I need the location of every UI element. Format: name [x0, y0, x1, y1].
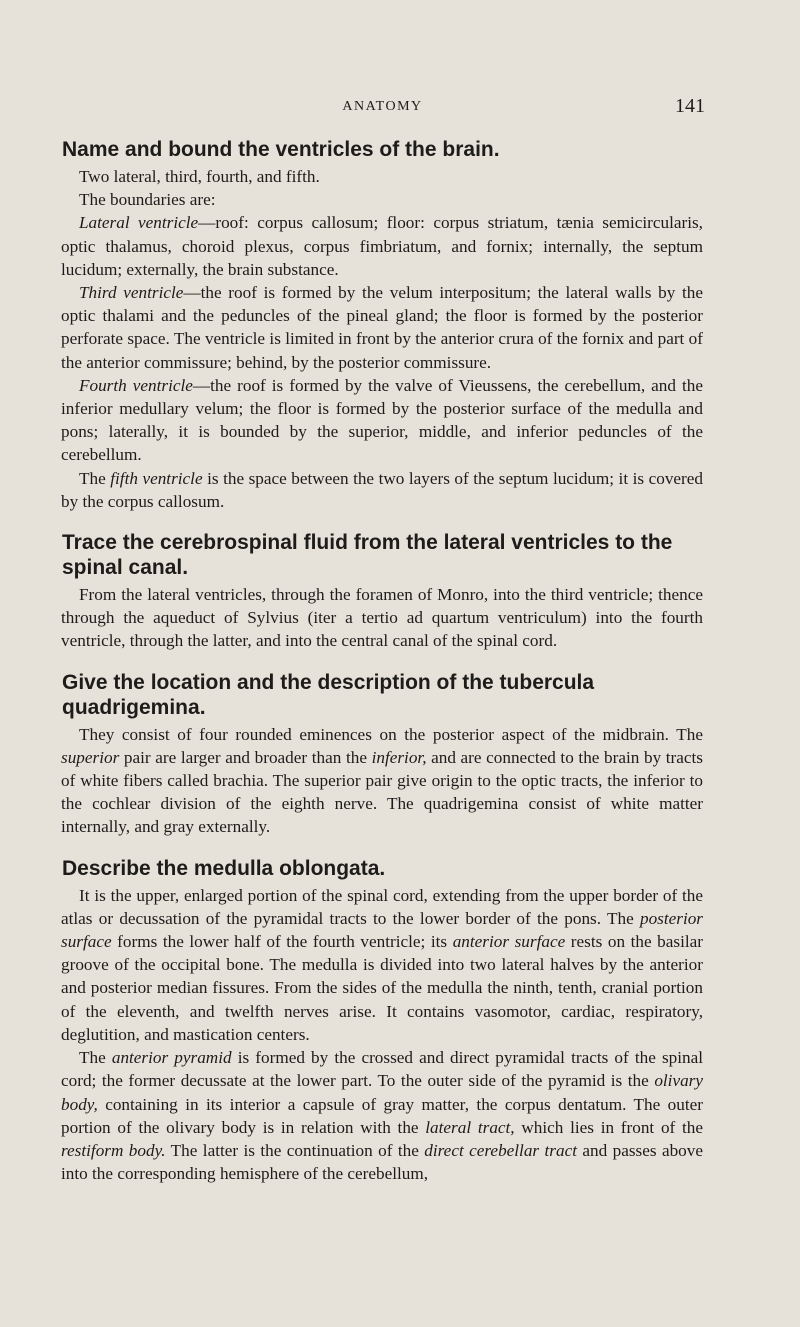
- question-heading: Give the location and the description of the tubercula quadrigemina.: [62, 670, 595, 719]
- italic-term: lateral tract,: [425, 1117, 515, 1137]
- italic-term: direct cerebellar tract: [424, 1140, 577, 1160]
- text-run: It is the upper, enlarged portion of the spinal cord, extending from the upper border of the atlas or decussation of the pyramidal tracts to the lower border of the pons. The: [61, 885, 703, 928]
- text-run: pair are larger and broader than the: [119, 747, 372, 767]
- italic-term: Fourth ventricle: [79, 375, 193, 395]
- italic-term: anterior pyramid: [111, 1048, 232, 1068]
- question-heading: Name and bound the ventricles of the brain.: [62, 138, 500, 161]
- answer-paragraph: [61, 374, 703, 467]
- text-run: The latter is the continuation of the: [165, 1140, 425, 1160]
- answer-paragraph: [61, 211, 703, 281]
- text-run: —the roof is formed by the valve of Vieussens, the cerebellum, and the inferior medullary velum; the floor is formed by the posterior surface of the medulla and pons; laterally, it is bounded by the superior, middle, and inferior peduncles of the cerebellum.: [61, 375, 703, 465]
- text-run: which lies in front of the: [514, 1117, 703, 1137]
- text-run: rests on the basilar groove of the occipital bone. The medulla is divided into two lateral halves by the anterior and posterior median fissures. From the sides of the medulla the ninth, tenth, cranial portion of the eleventh, and twelfth nerves arise. It contains vasomotor, cardiac, respiratory, deglutition, and mastication centers.: [61, 932, 703, 1044]
- section-gap: [61, 653, 703, 670]
- italic-term: fifth ventricle: [110, 468, 203, 488]
- text-run: The: [79, 1048, 112, 1068]
- running-head: [60, 95, 705, 119]
- text-run: From the lateral ventricles, through the foramen of Monro, into the third ventricle; thence through the aqueduct of Sylvius (iter a tertio ad quartum ventriculum) into the fourth ventricle, through the latter, and into the central canal of the spinal cord.: [61, 585, 703, 651]
- text-run: They consist of four rounded eminences on the posterior aspect of the midbrain. The: [79, 724, 703, 744]
- italic-term: superior: [61, 747, 120, 767]
- italic-term: Lateral ventricle: [79, 213, 199, 233]
- text-run: —roof: corpus callosum; floor: corpus striatum, tænia semicircularis, optic thalamus, choroid plexus, corpus fimbriatum, and fornix; internally, the septum lucidum; externally, the brain substance.: [61, 213, 703, 279]
- section-gap: [61, 513, 703, 530]
- answer-paragraph: [61, 467, 703, 513]
- italic-term: anterior surface: [452, 932, 566, 952]
- text-run: is formed by the crossed and direct pyramidal tracts of the spinal cord; the former decussate at the lower part. To the outer side of the pyramid is the: [61, 1048, 703, 1091]
- answer-paragraph: [61, 1046, 703, 1185]
- answer-paragraph: [61, 583, 703, 653]
- text-run: The: [79, 468, 111, 488]
- text-run: Two lateral, third, fourth, and fifth.: [79, 167, 320, 186]
- running-head-title: ANATOMY: [342, 99, 423, 114]
- page-body: [61, 137, 703, 1185]
- italic-term: Third ventricle: [79, 283, 184, 303]
- answer-paragraph: [61, 281, 703, 374]
- text-run: and passes above into the corresponding hemisphere of the cerebellum,: [61, 1140, 704, 1184]
- text-run: is the space between the two layers of the septum lucidum; it is covered by the corpus callosum.: [61, 468, 703, 511]
- answer-paragraph: [61, 165, 703, 188]
- text-run: forms the lower half of the fourth ventricle; its: [111, 932, 453, 952]
- answer-paragraph: [61, 884, 703, 1046]
- text-run: and are connected to the brain by tracts of white fibers called brachia. The superior pair give origin to the optic tracts, the inferior to the cochlear division of the eighth nerve. The quadrigemina consist of white matter internally, and gray externally.: [61, 747, 703, 837]
- text-run: —the roof is formed by the velum interpositum; the lateral walls by the optic thalami and the peduncles of the pineal gland; the floor is formed by the posterior perforate space. The ventricle is limited in front by the anterior crura of the fornix and part of the anterior commissure; behind, by the posterior commissure.: [61, 283, 703, 372]
- answer-paragraph: [61, 723, 703, 839]
- text-run: The boundaries are:: [79, 190, 216, 210]
- text-run: containing in its interior a capsule of gray matter, the corpus dentatum. The outer portion of the olivary body is in relation with the: [61, 1094, 703, 1137]
- page-number: 141: [675, 95, 705, 117]
- question-heading: Trace the cerebrospinal fluid from the lateral ventricles to the spinal canal.: [62, 531, 673, 580]
- italic-term: posterior surface: [61, 908, 703, 952]
- section-gap: [61, 839, 703, 856]
- answer-paragraph: [61, 188, 703, 211]
- italic-term: restiform body.: [61, 1140, 166, 1160]
- italic-term: inferior,: [371, 747, 427, 767]
- italic-term: olivary body,: [61, 1071, 703, 1114]
- question-heading: Describe the medulla oblongata.: [62, 856, 386, 880]
